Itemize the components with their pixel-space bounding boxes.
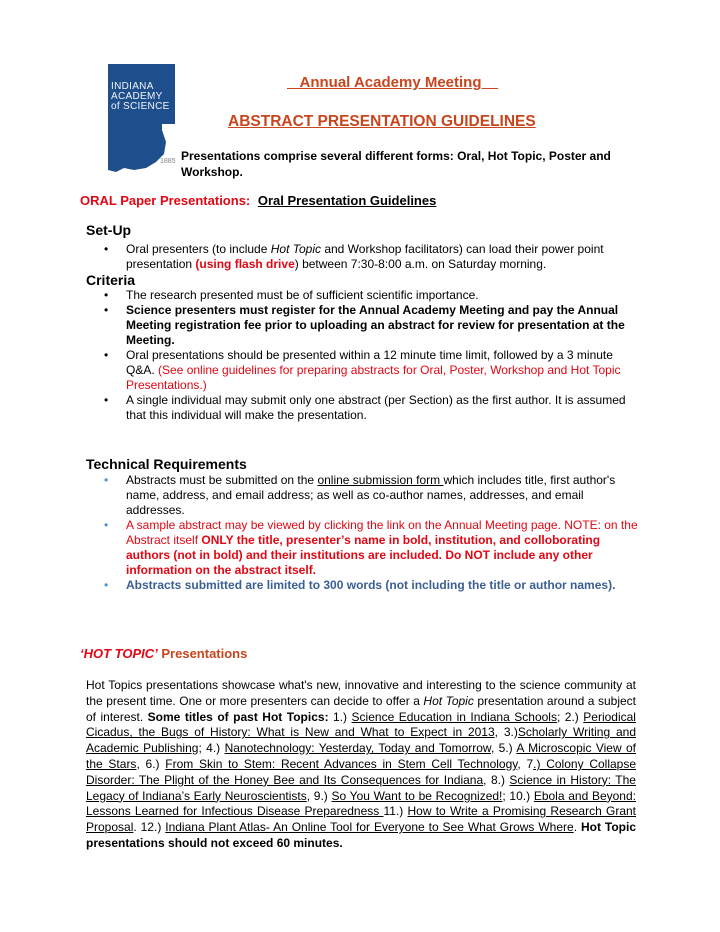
oral-heading: ORAL Paper Presentations: Oral Presentation Guidelines — [80, 193, 437, 208]
hot-topic-title: How to Write a Promising Research Grant Proposal — [86, 804, 636, 835]
hot-topic-title: Indiana Plant Atlas- An Online Tool for Everyone to See What Grows Where — [165, 820, 574, 835]
hot-topic-title: Science in History: The Legacy of Indiana’s Early Neuroscientists — [86, 772, 636, 803]
hot-topic-title: A Microscopic View of the Stars — [86, 741, 637, 771]
list-item: • A sample abstract may be viewed by clicking the link on the Annual Meeting page. NOTE: on the Abstract itself ONLY the title, presenter’s name in bold, institution, and colloborating authors (not in bold) and their institutions are included. Do NOT include any other information on the abstract itself. — [104, 518, 638, 577]
hot-topic-title: Ebola and Beyond: Lessons Learned for Infectious Disease Preparedness — [86, 788, 636, 819]
list-item: • Science presenters must register for the Annual Academy Meeting and pay the Annual Meeting registration fee prior to uploading an abstract for review for presentation at the Meeting. — [104, 303, 625, 347]
criteria-heading: Criteria — [86, 272, 136, 288]
list-item: • A single individual may submit only one abstract (per Section) as the first author. It is assumed that this individual will make the presentation. — [104, 393, 626, 422]
hot-topic-title: So You Want to be Recognized! — [331, 788, 503, 803]
list-item: • The research presented must be of sufficient scientific importance. — [104, 288, 479, 302]
hot-topic-title: Science Education in Indiana Schools — [351, 709, 557, 724]
hot-topic-paragraph: Hot Topics presentations showcase what's new, innovative and interesting to the science community at the present time. One or more presenters can decide to offer a Hot Topic presentation around a subject of interest. Some titles of past Hot Topics: 1.) Science Education in Indiana Schools; 2.) Periodical Cicadus, the Bugs of History: What is New and What to Expect in 2013, 3.)Scholarly Writing and Academic Publishing; 4.) Nanotechnology: Yesterday, Today and Tomorrow, 5.) A Microscopic View of the Stars, 6.) From Skin to Stem: Recent Advances in Stem Cell Technology, 7.) Colony Collapse Disorder: The Plight of the Honey Bee and Its Consequences for Indiana, 8.) Science in History: The Legacy of Indiana’s Early Neuroscientists, 9.) So You Want to be Recognized!; 10.) Ebola and Beyond: Lessons Learned for Infectious Disease Preparedness 11.) How to Write a Promising Research Grant Proposal. 12.) Indiana Plant Atlas- An Online Tool for Everyone to See What Grows Where. Hot Topic presentations should not exceed 60 minutes. — [86, 678, 637, 850]
list-item: • Oral presentations should be presented within a 12 minute time limit, followed by a 3 minute Q&A. (See online guidelines for preparing abstracts for Oral, Poster, Workshop and Hot Topic Presentations.) — [104, 348, 621, 392]
meeting-title: Annual Academy Meeting — [299, 74, 482, 91]
hot-topic-title: Nanotechnology: Yesterday, Today and Tomorrow — [224, 741, 491, 756]
list-item: • Abstracts must be submitted on the online submission form which includes title, first author's name, address, and email address; as well as co-author names, addresses, and email addresses. — [104, 473, 616, 517]
list-item: • Oral presenters (to include Hot Topic and Workshop facilitators) can load their power point presentation (using flash drive) between 7:30-8:00 a.m. on Saturday morning. — [104, 242, 604, 271]
guidelines-title: ABSTRACT PRESENTATION GUIDELINES — [228, 113, 536, 130]
logo: INDIANA ACADEMY of SCIENCE — [111, 81, 170, 112]
intro-text: Presentations comprise several different forms: Oral, Hot Topic, Poster and Workshop. — [181, 149, 611, 179]
hot-topic-title: Scholarly Writing and Academic Publishing — [86, 725, 636, 756]
technical-heading: Technical Requirements — [86, 456, 247, 472]
setup-list — [86, 242, 641, 272]
hot-topic-heading: ‘HOT TOPIC’ Presentations — [80, 646, 248, 661]
oral-guidelines-link[interactable]: Oral Presentation Guidelines — [257, 193, 437, 208]
list-item: • Abstracts submitted are limited to 300 words (not including the title or author names). — [104, 578, 616, 592]
logo-year: 1885 — [160, 158, 176, 165]
setup-heading: Set-Up — [86, 222, 132, 238]
online-submission-link[interactable]: online submission form — [317, 473, 444, 487]
technical-list — [86, 473, 641, 593]
hot-topic-title: From Skin to Stem: Recent Advances in Stem Cell Technology — [165, 756, 518, 771]
hot-topic-title: .) Colony Collapse Disorder: The Plight of the Honey Bee and Its Consequences for Indiana — [86, 756, 637, 787]
hot-topic-title: Periodical Cicadus, the Bugs of History: What is New and What to Expect in 2013 — [86, 709, 636, 740]
criteria-list — [86, 288, 641, 423]
